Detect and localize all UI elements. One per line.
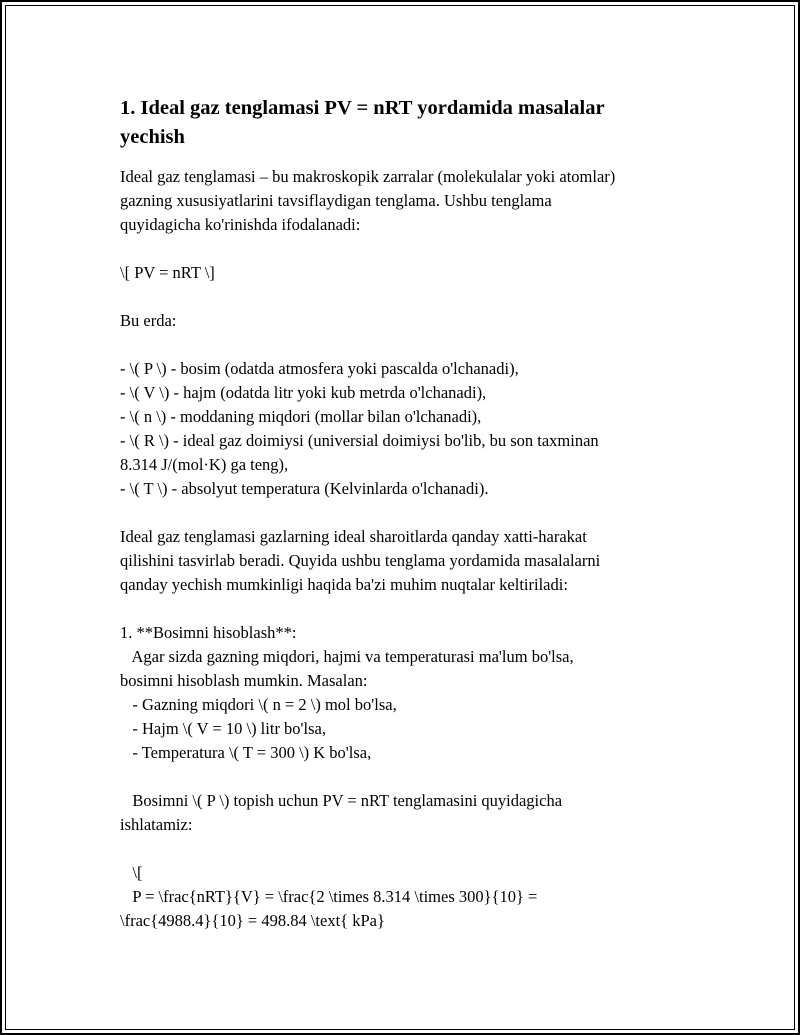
list-item: - Temperatura \( T = 300 \) K bo'lsa, bbox=[120, 743, 372, 762]
section-heading bbox=[120, 94, 720, 152]
document-content bbox=[120, 94, 720, 933]
paragraph-line: quyidagicha ko'rinishda ifodalanadi: bbox=[120, 215, 361, 234]
list-item: - \( V \) - hajm (odatda litr yoki kub metrda o'lchanadi), bbox=[120, 383, 487, 402]
paragraph-line: gazning xususiyatlarini tavsiflaydigan tenglama. Ushbu tenglama bbox=[120, 191, 552, 210]
paragraph-line: Agar sizda gazning miqdori, hajmi va temperaturasi ma'lum bo'lsa, bbox=[120, 647, 574, 666]
list-item: - \( n \) - moddaning miqdori (mollar bilan o'lchanadi), bbox=[120, 407, 482, 426]
list-item: - \( R \) - ideal gaz doimiysi (universial doimiysi bo'lib, bu son taxminan bbox=[120, 431, 599, 450]
list-item: - \( P \) - bosim (odatda atmosfera yoki pascalda o'lchanadi), bbox=[120, 359, 519, 378]
paragraph-line: Bosimni \( P \) topish uchun PV = nRT tenglamasini quyidagicha bbox=[120, 791, 563, 810]
description-paragraph bbox=[120, 525, 720, 597]
list-item: - \( T \) - absolyut temperatura (Kelvinlarda o'lchanadi). bbox=[120, 479, 489, 498]
paragraph-line: bosimni hisoblash mumkin. Masalan: bbox=[120, 671, 368, 690]
paragraph-line: qilishini tasvirlab beradi. Quyida ushbu tenglama yordamida masalalarni bbox=[120, 551, 601, 570]
solution-paragraph bbox=[120, 789, 720, 837]
equation-line: \frac{4988.4}{10} = 498.84 \text{ kPa} bbox=[120, 911, 385, 930]
equation-line: \[ bbox=[120, 863, 143, 882]
equation-line: P = \frac{nRT}{V} = \frac{2 \times 8.314 \times 300}{10} = bbox=[120, 887, 538, 906]
paragraph-line: Ideal gaz tenglamasi – bu makroskopik zarralar (molekulalar yoki atomlar) bbox=[120, 167, 616, 186]
intro-paragraph bbox=[120, 165, 720, 237]
paragraph-line: qanday yechish mumkinligi haqida ba'zi muhim nuqtalar keltiriladi: bbox=[120, 575, 568, 594]
paragraph-line: 1. **Bosimni hisoblash**: bbox=[120, 623, 297, 642]
section-bosimni bbox=[120, 621, 720, 765]
variables-list bbox=[120, 357, 720, 501]
paragraph-line: Ideal gaz tenglamasi gazlarning ideal sharoitlarda qanday xatti-harakat bbox=[120, 527, 587, 546]
bu-erda-label: Bu erda: bbox=[120, 311, 177, 330]
heading-line: yechish bbox=[120, 126, 185, 148]
list-item: - Hajm \( V = 10 \) litr bo'lsa, bbox=[120, 719, 326, 738]
paragraph-line: ishlatamiz: bbox=[120, 815, 193, 834]
formula-line: \[ PV = nRT \] bbox=[120, 263, 215, 282]
equation-block bbox=[120, 861, 720, 933]
list-item: - Gazning miqdori \( n = 2 \) mol bo'lsa, bbox=[120, 695, 397, 714]
list-item: 8.314 J/(mol·K) ga teng), bbox=[120, 455, 289, 474]
heading-line: 1. Ideal gaz tenglamasi PV = nRT yordamida masalalar bbox=[120, 97, 605, 119]
